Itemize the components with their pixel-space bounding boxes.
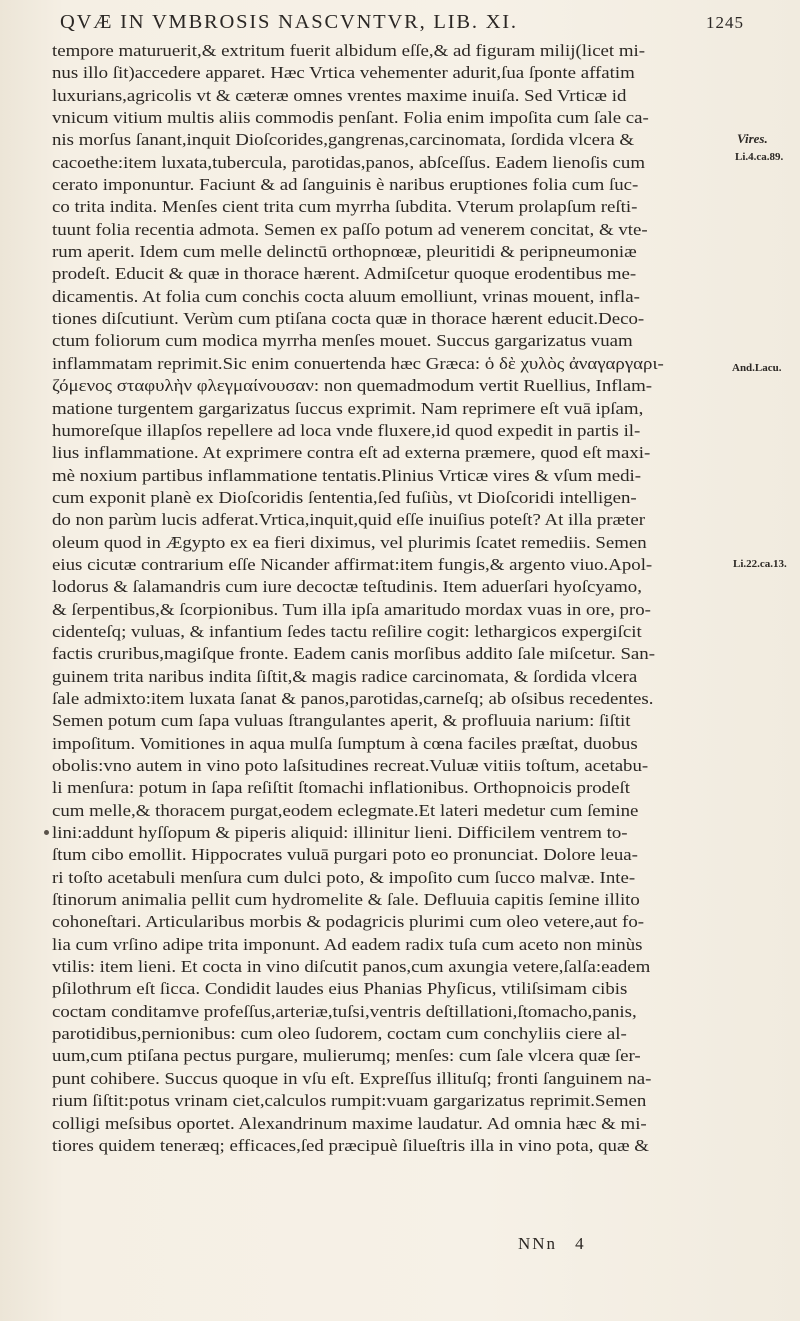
running-head-title: QVÆ IN VMBROSIS NASCVNTVR, LIB. XI. bbox=[60, 11, 518, 33]
text-line: lini:addunt hyſſopum & piperis aliquid: illinitur lieni. Difficilem ventrem to- bbox=[52, 823, 628, 843]
body-text bbox=[52, 40, 712, 1157]
text-line: tiores quidem teneræq; efficaces,ſed præcipuè ſilueſtris illa in vino pota, quæ & bbox=[52, 1135, 649, 1155]
margin-note-ref-book4: Li.4.ca.89. bbox=[735, 151, 784, 163]
text-line: coctam conditamve profeſſus,arteriæ,tuſsi,ventris deſtillationi,ſtomacho,panis, bbox=[52, 1001, 637, 1021]
signature-number: 4 bbox=[575, 1234, 586, 1253]
text-line: Semen potum cum ſapa vuluas ſtrangulantes aperit, & profluuia narium: ſiſtit bbox=[52, 711, 631, 731]
text-line: cum melle,& thoracem purgat,eodem eclegmate.Et lateri medetur cum ſemine bbox=[52, 800, 639, 820]
text-line: lodorus & ſalamandris cum iure decoctæ teſtudinis. Item aduerſari hyoſcyamo, bbox=[52, 577, 642, 597]
text-line: rum aperit. Idem cum melle delinctū orthopnœæ, pleuritidi & peripneumoniæ bbox=[52, 242, 637, 262]
text-line: tempore maturuerit,& extritum fuerit albidum eſſe,& ad figuram milij(licet mi- bbox=[52, 41, 646, 60]
text-line: cum exponit planè ex Dioſcoridis ſententia,ſed fuſiùs, vt Dioſcoridi intelligen- bbox=[52, 487, 637, 507]
text-line: prodeſt. Educit & quæ in thorace hærent. Admiſcetur quoque erodentibus me- bbox=[52, 264, 637, 284]
text-line: ſtinorum animalia pellit cum hydromelite & ſale. Defluuia capitis ſemine illito bbox=[52, 890, 640, 910]
running-head bbox=[60, 8, 760, 38]
text-line: oleum quod in Ægypto ex ea fieri diximus, vel plurimis ſcatet remediis. Semen bbox=[52, 532, 647, 552]
text-line: luxurians,agricolis vt & cæteræ omnes vrentes maxime inuiſa. Sed Vrticæ id bbox=[52, 85, 627, 105]
text-line: dicamentis. At folia cum conchis cocta aluum emolliunt, vrinas mouent, infla- bbox=[52, 286, 640, 306]
text-line: eius cicutæ contrarium eſſe Nicander affirmat:item fungis,& argento viuo.Apol- bbox=[52, 554, 653, 574]
printer-signature bbox=[518, 1234, 586, 1254]
text-line: inflammatam reprimit.Sic enim conuertenda hæc Græca: ὁ δὲ χυλὸς ἀναγαργαρι- bbox=[52, 353, 664, 373]
margin-note-vires: Vires. bbox=[737, 131, 768, 146]
text-line: cacoethe:item luxata,tubercula, parotidas,panos, abſceſſus. Eadem lienoſis cum bbox=[52, 152, 646, 172]
text-line: nis morſus ſanant,inquit Dioſcorides,gangrenas,carcinomata, ſordida vlcera & bbox=[52, 130, 635, 150]
text-line: cohoneſtari. Articularibus morbis & podagricis plurimi cum oleo vetere,aut fo- bbox=[52, 912, 645, 932]
text-line: ζόμενος σταφυλὴν φλεγμαίνουσαν: non quemadmodum vertit Ruellius, Inflam- bbox=[52, 376, 653, 396]
text-line: guinem trita naribus indita ſiſtit,& magis radice carcinomata, & ſordida vlcera bbox=[52, 666, 638, 686]
text-line: ſtum cibo emollit. Hippocrates vuluā purgari poto eo pronunciat. Dolore leua- bbox=[52, 845, 638, 865]
text-line: punt cohibere. Succus quoque in vſu eſt. Expreſſus illituſq; fronti ſanguinem na- bbox=[52, 1068, 652, 1088]
text-line: lia cum vrſino adipe trita imponunt. Ad eadem radix tuſa cum aceto non minùs bbox=[52, 934, 643, 954]
text-line: rium ſiſtit:potus vrinam ciet,calculos rumpit:vuam gargarizatus reprimit.Semen bbox=[52, 1091, 647, 1111]
text-line: tiones diſcutiunt. Verùm cum ptiſana cocta quæ in thorace hærent educit.Deco- bbox=[52, 309, 645, 329]
text-line: mè noxium partibus inflammatione tentatis.Plinius Vrticæ vires & vſum medi- bbox=[52, 465, 642, 485]
text-line: obolis:vno autem in vino poto laſsitudines recreat.Vuluæ vitiis toſtum, acetabu- bbox=[52, 756, 649, 775]
text-line: co trita indita. Menſes cient trita cum myrrha ſubdita. Vterum prolapſum reſti- bbox=[52, 197, 638, 217]
text-line: vtilis: item lieni. Et cocta in vino diſcutit panos,cum axungia vetere,ſalſa:eadem bbox=[52, 957, 651, 977]
text-line: nus illo ſit)accedere apparet. Hæc Vrtica vehementer adurit,ſua ſponte affatim bbox=[52, 63, 635, 83]
text-line: impoſitum. Vomitiones in aqua mulſa ſumptum à cœna faciles præſtat, duobus bbox=[52, 733, 638, 753]
text-line: factis cruribus,magiſque fronte. Eadem canis morſibus addito ſale miſcetur. San- bbox=[52, 644, 656, 664]
page-number: 1245 bbox=[706, 13, 744, 32]
text-line: uum,cum ptiſana pectus purgare, mulierumq; menſes: cum ſale vlcera quæ ſer- bbox=[52, 1046, 641, 1066]
text-line: li menſura: potum in ſapa reſiſtit ſtomachi inflationibus. Orthopnoicis prodeſt bbox=[52, 778, 630, 798]
text-line: do non parùm lucis adferat.Vrtica,inquit,quid eſſe inuiſius poteſt? At illa præter bbox=[52, 510, 646, 530]
text-line: & ſerpentibus,& ſcorpionibus. Tum illa ipſa amaritudo mordax vuas in ore, pro- bbox=[52, 599, 651, 619]
text-line: vnicum vitium multis aliis commodis penſant. Folia enim impoſita cum ſale ca- bbox=[52, 108, 649, 128]
text-line: humoreſque illapſos repellere ad loca vnde fluxere,id quod expedit in partis il- bbox=[52, 420, 641, 440]
margin-note-ref-andrea-lacuna: And.Lacu. bbox=[732, 362, 782, 374]
text-line: cidenteſq; vuluas, & infantium ſedes tactu reſilire cogit: lethargicos expergiſcit bbox=[52, 621, 642, 641]
text-line: ri toſto acetabuli menſura cum dulci poto, & impoſito cum ſucco malvæ. Inte- bbox=[52, 867, 636, 887]
paragraph-marker bbox=[44, 830, 49, 835]
margin-note-ref-book22: Li.22.ca.13. bbox=[733, 558, 787, 570]
text-line: parotidibus,pernionibus: cum oleo ſudorem, coctam cum conchyliis ciere al- bbox=[52, 1024, 627, 1044]
text-line: colligi meſsibus oportet. Alexandrinum maxime laudatur. Ad omnia hæc & mi- bbox=[52, 1113, 647, 1133]
text-line: ctum foliorum cum modica myrrha menſes mouet. Succus gargarizatus vuam bbox=[52, 331, 633, 351]
signature-letters: NNn bbox=[518, 1234, 558, 1253]
text-line: cerato imponuntur. Faciunt & ad ſanguinis è naribus eruptiones folia cum ſuc- bbox=[52, 175, 639, 195]
text-line: tuunt folia recentia admota. Semen ex paſſo potum ad venerem concitat, & vte- bbox=[52, 219, 648, 239]
text-line: ſale admixto:item luxata ſanat & panos,parotidas,carneſq; ab oſsibus recedentes. bbox=[52, 688, 654, 708]
text-line: lius inflammatione. At exprimere contra eſt ad externa præmere, quod eſt maxi- bbox=[52, 443, 651, 463]
text-line: pſilothrum eſt ſicca. Condidit laudes eius Phanias Phyſicus, vtiliſsimam cibis bbox=[52, 979, 628, 999]
text-line: matione turgentem gargarizatus ſuccus exprimit. Nam reprimere eſt vuā ipſam, bbox=[52, 398, 644, 418]
